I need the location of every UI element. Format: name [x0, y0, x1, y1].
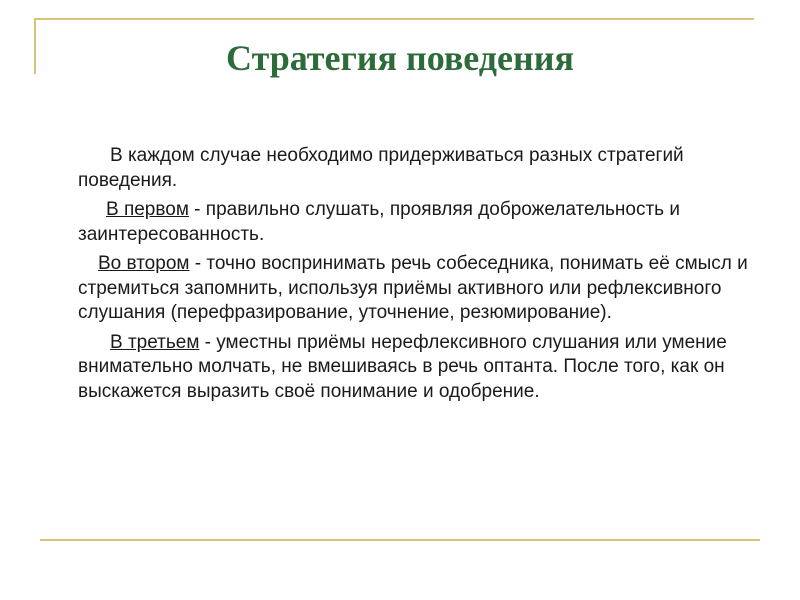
- paragraph-intro-text: В каждом случае необходимо придерживаться разных стратегий поведения.: [78, 145, 684, 191]
- paragraph-third: [78, 331, 758, 405]
- paragraph-second-lead: Во втором: [98, 253, 190, 274]
- paragraph-third-text: - уместны приёмы нерефлексивного слушания или умение внимательно молчать, не вмешиваясь в речь оптанта. После того, как он выскажется выразить своё понимание и одобрение.: [78, 331, 727, 402]
- bottom-decorative-rule: [40, 539, 760, 541]
- paragraph-second: [78, 252, 758, 326]
- slide-body: [78, 144, 758, 409]
- paragraph-first-lead: В первом: [106, 199, 189, 220]
- top-decorative-rule: [34, 18, 754, 20]
- paragraph-intro: [78, 144, 758, 193]
- paragraph-first: [78, 198, 758, 247]
- paragraph-third-lead: В третьем: [110, 331, 200, 353]
- slide-title: Стратегия поведения: [226, 38, 574, 78]
- paragraph-second-text: - точно воспринимать речь собеседника, понимать её смысл и стремиться запомнить, используя приёмы активного или рефлексивного слушания (перефразирование, уточнение, резюмирование).: [78, 253, 748, 323]
- paragraph-first-text: - правильно слушать, проявляя доброжелательность и заинтересованность.: [78, 199, 680, 245]
